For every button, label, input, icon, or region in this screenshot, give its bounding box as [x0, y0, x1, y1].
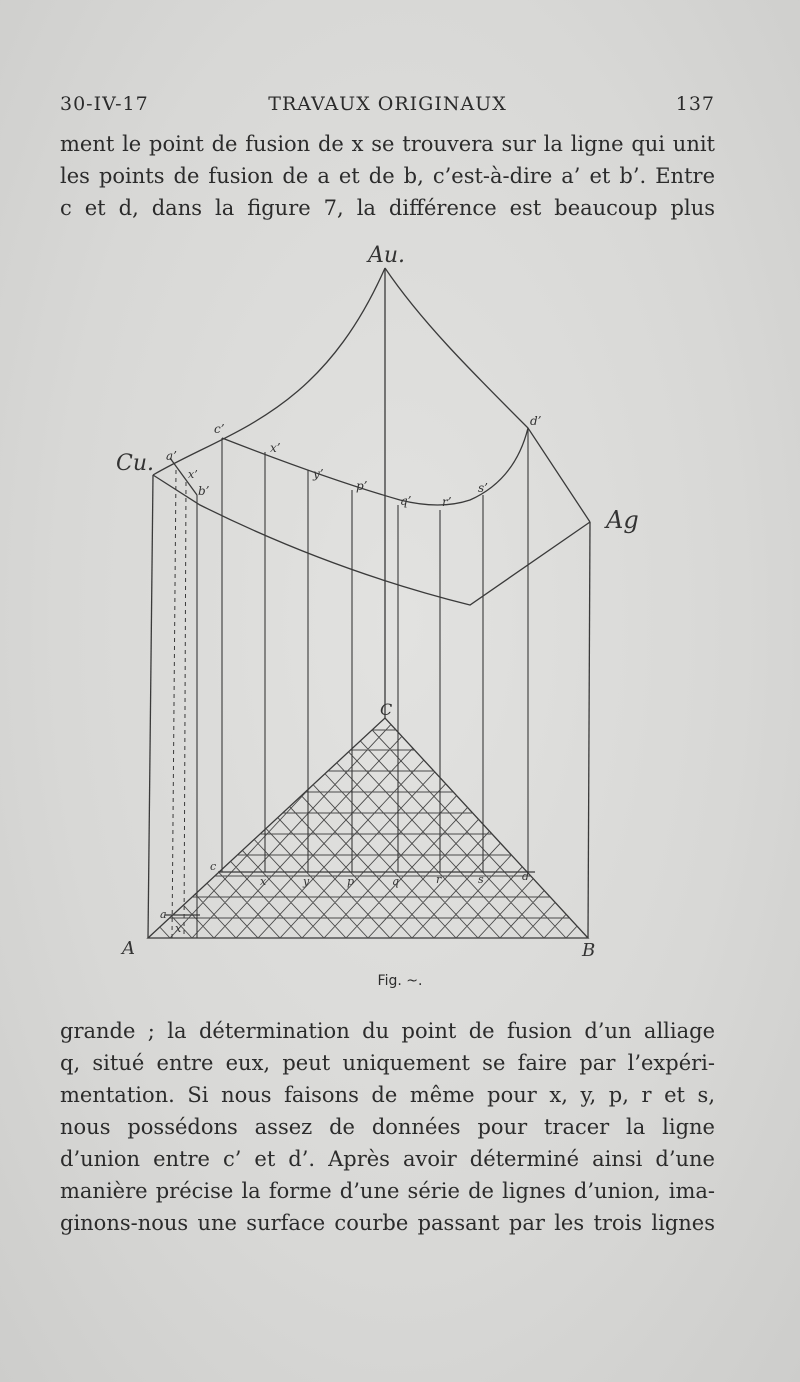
text-line: mentation. Si nous faisons de même pour x, y, p, r et s,	[60, 1083, 715, 1107]
label-bottom-y: y	[303, 875, 310, 888]
label-x: x	[175, 922, 182, 935]
grid-lines	[110, 718, 670, 938]
ternary-diagram-figure	[110, 240, 670, 970]
label-bottom-x: x	[260, 875, 267, 888]
edge-cu	[148, 475, 153, 938]
curve-cu-au	[153, 268, 385, 475]
label-c-base: c	[210, 860, 217, 873]
text-line: les points de fusion de a et de b, c’est-à-dire a’ et b’. Entre	[60, 164, 715, 188]
text-line: q, situé entre eux, peut uniquement se faire par l’expéri-	[60, 1051, 715, 1075]
label-b-prime: b’	[198, 484, 210, 498]
label-b: B	[582, 940, 596, 961]
label-ag: Ag	[606, 506, 639, 534]
label-y-prime: y’	[313, 467, 324, 481]
text-line: d’union entre c’ et d’. Après avoir déterminé ainsi d’une	[60, 1147, 715, 1171]
dashed-a	[172, 470, 176, 938]
label-bottom-r: r	[436, 873, 442, 886]
label-c-prime: c’	[214, 422, 225, 436]
curve-cu-ag	[153, 475, 590, 605]
edge-ag	[588, 522, 590, 938]
label-bottom-p: p	[347, 875, 355, 888]
label-r-prime: r’	[442, 495, 452, 509]
label-a-prime: a’	[166, 449, 177, 463]
text-line: ginons-nous une surface courbe passant par les trois lignes	[60, 1211, 715, 1235]
text-line: ment le point de fusion de x se trouvera sur la ligne qui unit	[60, 132, 715, 156]
label-a: A	[122, 938, 135, 959]
label-d-prime: d’	[530, 414, 542, 428]
label-c: C	[380, 700, 393, 719]
label-bottom-d: d	[522, 870, 530, 883]
header-date: 30-IV-17	[60, 93, 149, 115]
label-x-prime: x’	[270, 441, 281, 455]
text-line: c et d, dans la figure 7, la différence est beaucoup plus	[60, 196, 715, 220]
dashed-x	[184, 482, 186, 938]
base-triangle	[148, 718, 588, 938]
label-p-prime: p’	[356, 479, 368, 493]
label-bottom-s: s	[478, 873, 484, 886]
label-s-prime: s’	[478, 481, 488, 495]
paragraph-top	[60, 128, 715, 224]
page-number: 137	[675, 93, 715, 115]
running-head	[60, 93, 715, 123]
label-a: a	[160, 908, 167, 921]
header-title: TRAVAUX ORIGINAUX	[268, 93, 507, 115]
figure-caption: Fig. ~.	[377, 973, 423, 989]
paragraph-bottom	[60, 1015, 715, 1239]
label-bottom-q: q	[392, 875, 400, 888]
label-au: Au.	[368, 243, 406, 268]
label-small-x-prime: x’	[188, 468, 198, 481]
text-line: nous possédons assez de données pour tracer la ligne	[60, 1115, 715, 1139]
label-cu: Cu.	[116, 451, 154, 476]
text-line: grande ; la détermination du point de fusion d’un alliage	[60, 1019, 715, 1043]
label-q-prime: q’	[400, 494, 412, 508]
text-line: manière précise la forme d’une série de lignes d’union, ima-	[60, 1179, 715, 1203]
